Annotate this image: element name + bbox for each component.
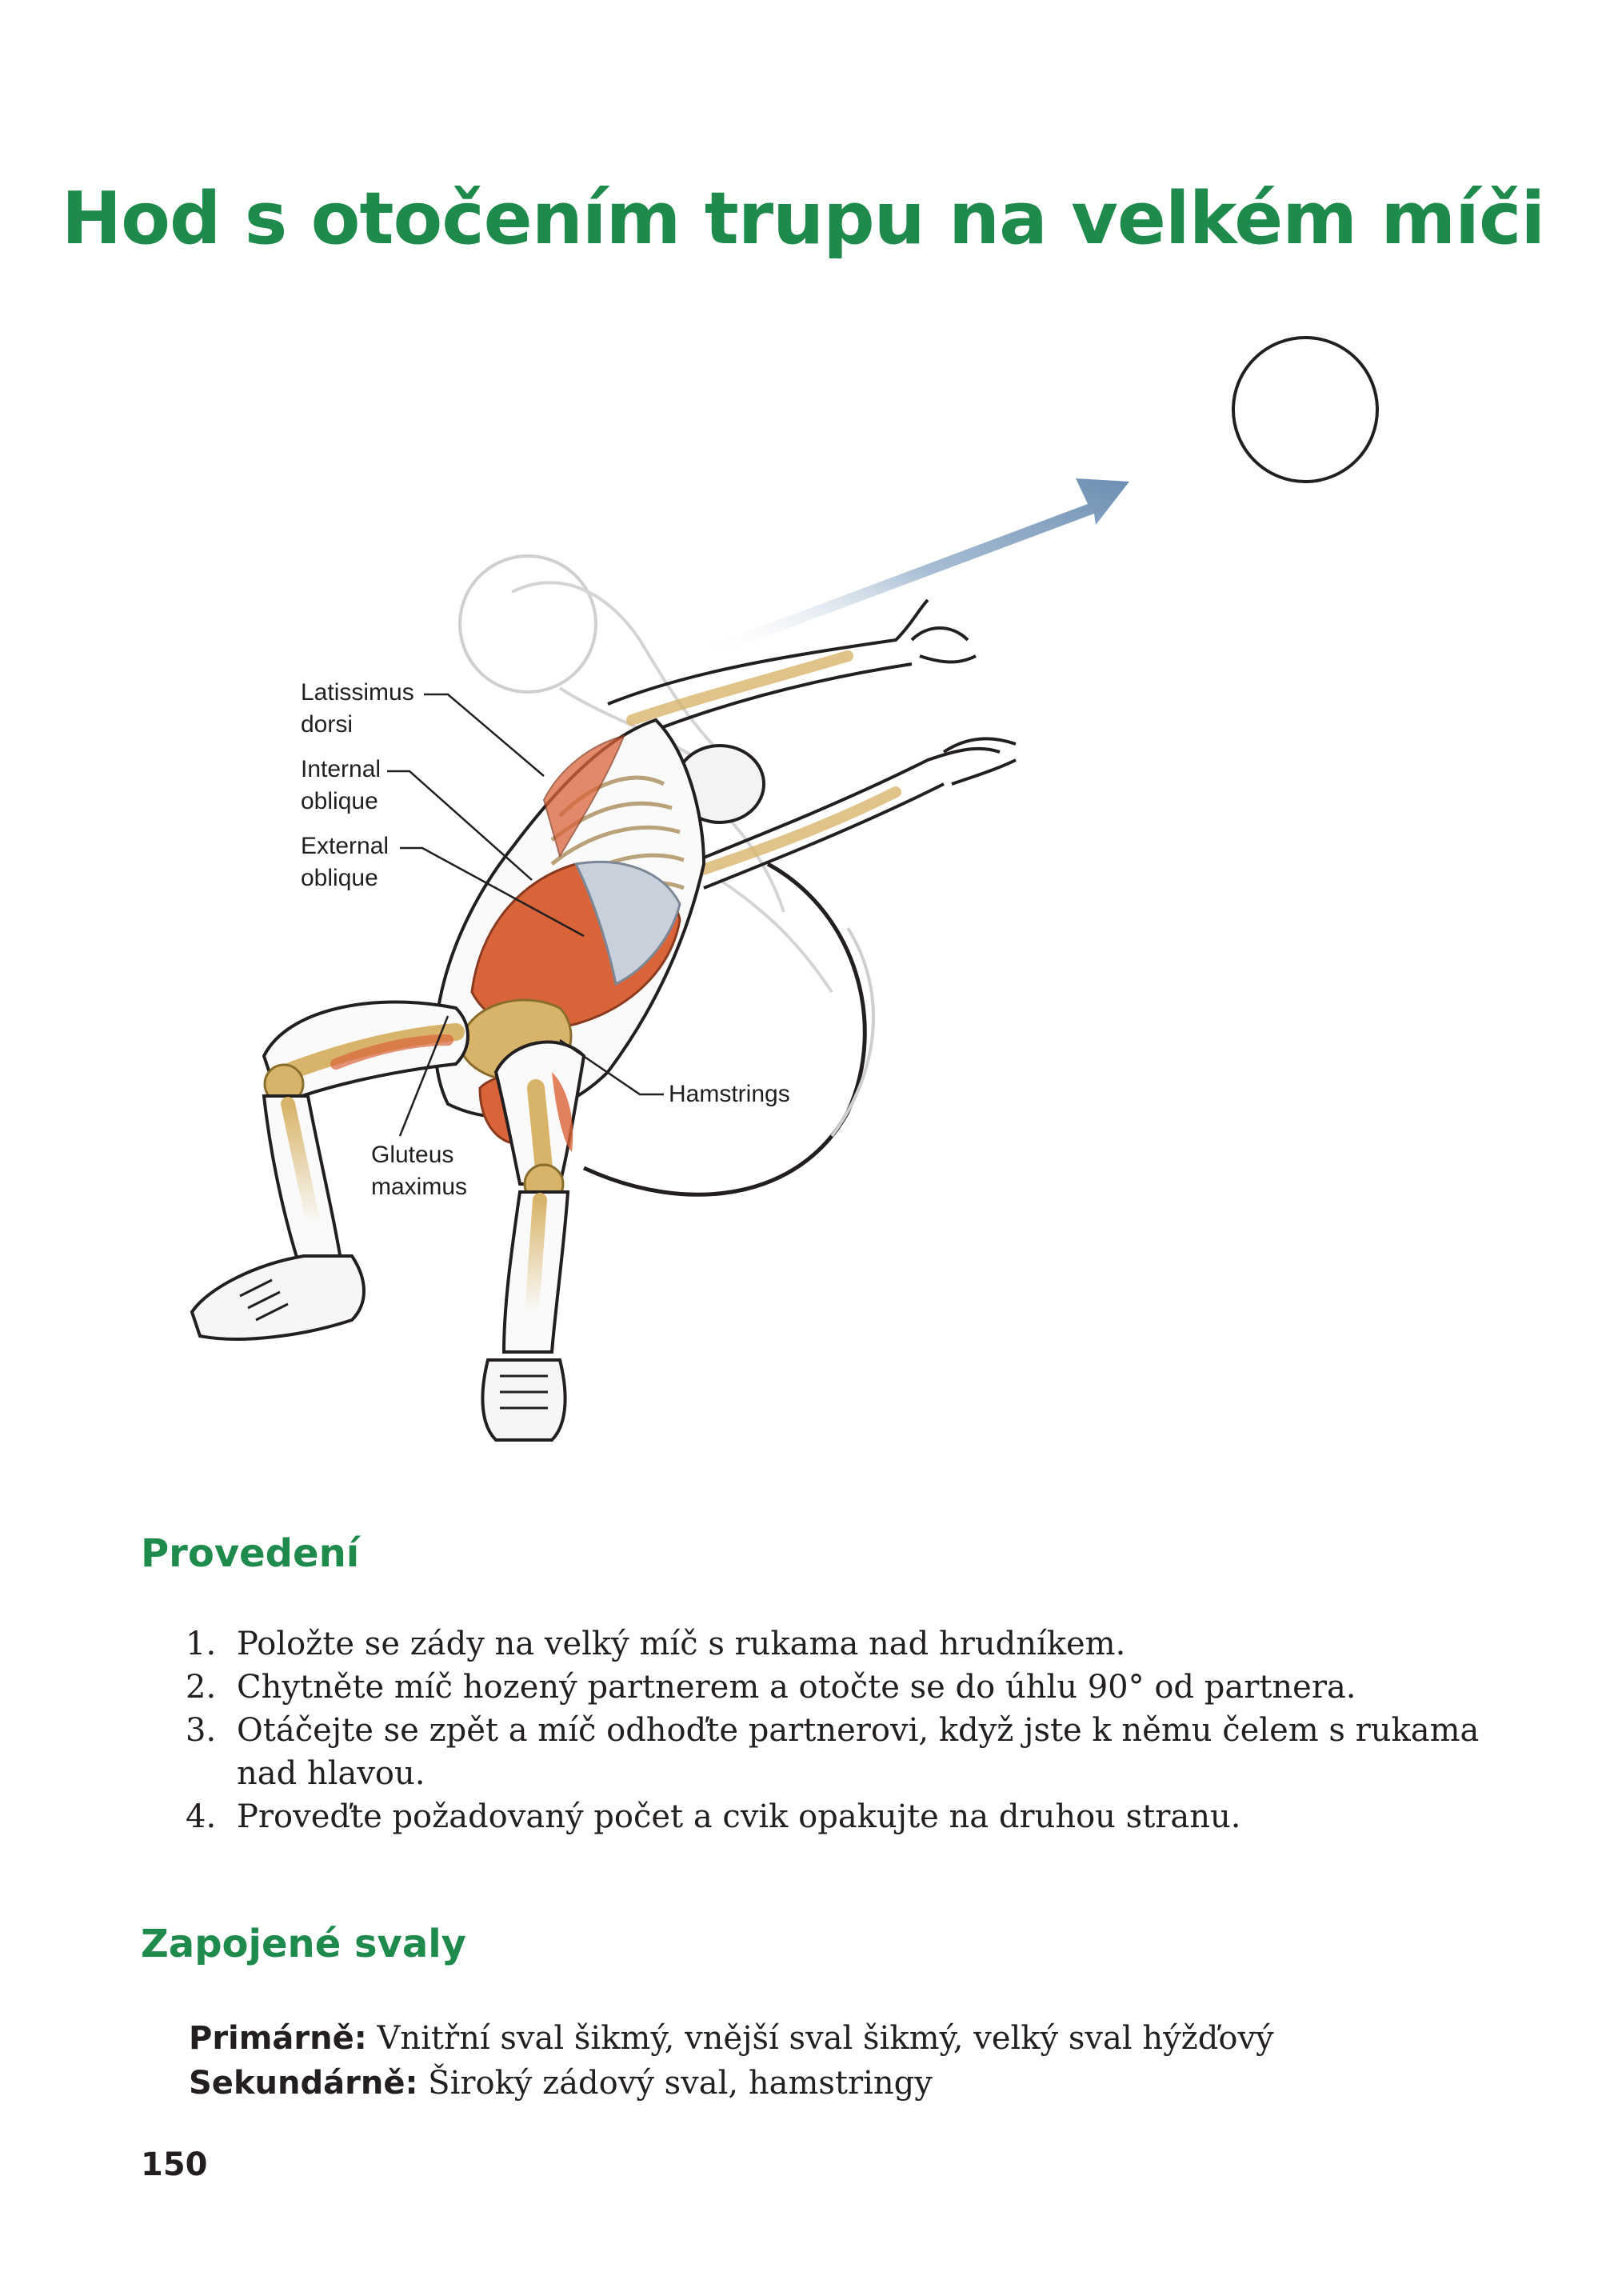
step-item: 3. Otáčejte se zpět a míč odhoďte partnerovi, když jste k němu čelem s rukama nad hlavou. [186,1712,1480,1792]
primary-muscles: Primárně: Vnitřní sval šikmý, vnější sval šikmý, velký sval hýžďový [189,2020,1274,2057]
label-latissimus-dorsi: Latissimus dorsi [301,679,414,738]
anatomy-drawing [0,304,1606,1472]
label-external-oblique: External oblique [301,833,390,891]
held-ball-ghost [460,556,596,692]
page-number: 150 [141,2146,208,2183]
page-title: Hod s otočením trupu na velkém míči [61,177,1545,261]
secondary-muscles: Sekundárně: Široký zádový sval, hamstringy [189,2065,933,2102]
muscles-involved [189,2016,1274,2106]
muscles-heading: Zapojené svaly [141,1922,466,1966]
throw-direction-arrow [704,478,1129,658]
step-item: 4. Proveďte požadovaný počet a cvik opakujte na druhou stranu. [186,1798,1241,1835]
label-gluteus-maximus: Gluteus maximus [371,1142,468,1200]
execution-heading: Provedení [141,1531,360,1576]
exercise-illustration [0,304,1606,1472]
label-internal-oblique: Internal oblique [301,756,382,814]
step-item: 2. Chytněte míč hozený partnerem a otočte se do úhlu 90° od partnera. [186,1669,1356,1706]
left-shoe [192,1256,364,1339]
right-shoe [482,1360,565,1440]
label-hamstrings: Hamstrings [669,1081,790,1107]
execution-steps [186,1622,1489,1838]
step-item: 1. Položte se zády na velký míč s rukama nad hrudníkem. [186,1626,1126,1662]
thrown-ball [1233,338,1377,482]
